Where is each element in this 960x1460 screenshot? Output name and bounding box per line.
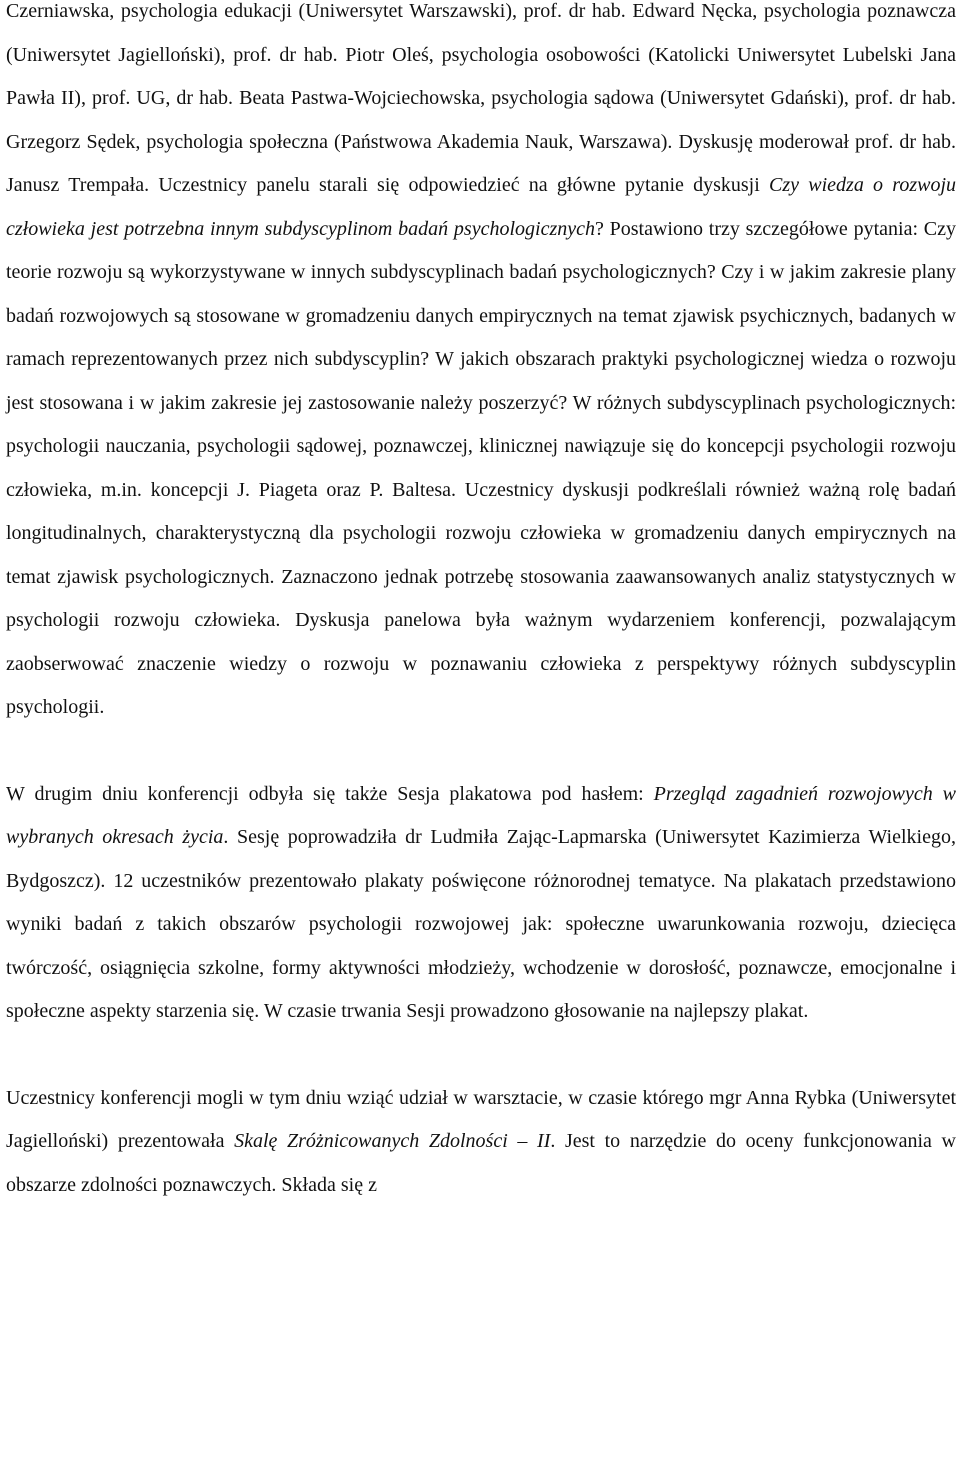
paragraph-italic-scale-name: Skalę Zróżnicowanych Zdolności – II: [234, 1130, 551, 1152]
paragraph-text: Uczestnicy konferencji mogli w tym dniu wziąć udział w warsztacie, w czasie którego mgr Anna Rybka (Uniwersytet Jagielloński) prezentowała: [6, 1086, 956, 1152]
paragraph-workshop: [6, 1077, 956, 1208]
paragraph-poster-session: [6, 773, 956, 1034]
paragraph-text: ? Postawiono trzy szczegółowe pytania: Czy teorie rozwoju są wykorzystywane w innych subdyscyplinach badań psychologicznych? Czy i w jakim zakresie plany badań rozwojowych są stosowane w gromadzeniu danych empirycznych na temat zjawisk psychicznych, badanych w ramach reprezentowanych przez nich subdyscyplin? W jakich obszarach praktyki psychologicznej wiedza o rozwoju jest stosowana i w jakim zakresie jej zastosowanie należy poszerzyć? W różnych subdyscyplinach psychologicznych: psychologii nauczania, psychologii sądowej, poznawczej, klinicznej nawiązuje się do koncepcji psychologii rozwoju człowieka, m.in. koncepcji J. Piageta oraz P. Baltesa. Uczestnicy dyskusji podkreślali również ważną rolę badań longitudinalnych, charakterystyczną dla psychologii rozwoju człowieka w gromadzeniu danych empirycznych na temat zjawisk psychologicznych. Zaznaczono jednak potrzebę stosowania zaawansowanych analiz statystycznych w psychologii rozwoju człowieka. Dyskusja panelowa była ważnym wydarzeniem konferencji, pozwalającym zaobserwować znaczenie wiedzy o rozwoju w poznawaniu człowieka z perspektywy różnych subdyscyplin psychologii.: [6, 217, 956, 718]
paragraph-text: . Sesję poprowadziła dr Ludmiła Zając-Lapmarska (Uniwersytet Kazimierza Wielkiego, Bydgoszcz). 12 uczestników prezentowało plakaty poświęcone różnorodnej tematyce. Na plakatach przedstawiono wyniki badań z takich obszarów psychologii rozwojowej jak: społeczne uwarunkowania rozwoju, dziecięca twórczość, osiągnięcia szkolne, formy aktywności młodzieży, wchodzenie w dorosłość, poznawcze, emocjonalne i społeczne aspekty starzenia się. W czasie trwania Sesji prowadzono głosowanie na najlepszy plakat.: [6, 826, 956, 1022]
paragraph-italic-question: Czy wiedza o rozwoju człowieka jest potrzebna innym subdyscyplinom badań psychologicznych: [6, 174, 957, 240]
paragraph-text: . Jest to narzędzie do oceny funkcjonowania w obszarze zdolności poznawczych. Składa się z: [6, 1130, 956, 1196]
paragraph-italic-session-title: Przegląd zagadnień rozwojowych w wybranych okresach życia: [6, 782, 957, 848]
paragraph-text: Czerniawska, psychologia edukacji (Uniwersytet Warszawski), prof. dr hab. Edward Nęcka, psychologia poznawcza (Uniwersytet Jagielloński), prof. dr hab. Piotr Oleś, psychologia osobowości (Katolicki Uniwersytet Lubelski Jana Pawła II), prof. UG, dr hab. Beata Pastwa-Wojciechowska, psychologia sądowa (Uniwersytet Gdański), prof. dr hab. Grzegorz Sędek, psychologia społeczna (Państwowa Akademia Nauk, Warszawa). Dyskusję moderował prof. dr hab. Janusz Trempała. Uczestnicy panelu starali się odpowiedzieć na główne pytanie dyskusji: [6, 0, 956, 196]
paragraph-text: W drugim dniu konferencji odbyła się także Sesja plakatowa pod hasłem:: [6, 782, 654, 805]
paragraph-panel-discussion: [6, 0, 956, 730]
